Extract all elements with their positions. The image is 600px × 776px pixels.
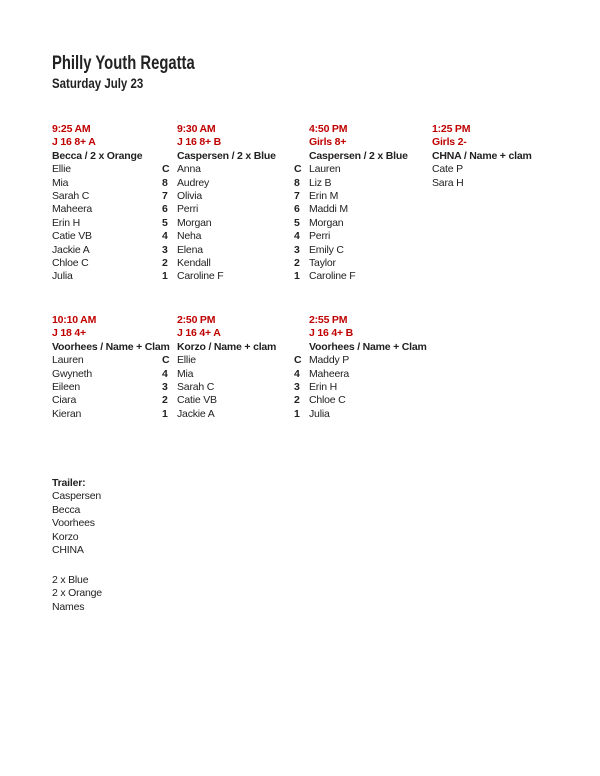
equipment-item: Names [52, 600, 85, 613]
crew-name: Lauren [309, 163, 341, 176]
equipment-item: 2 x Orange [52, 587, 102, 600]
crew-name: Taylor [309, 257, 336, 270]
race-block [52, 314, 170, 421]
trailer-item: Voorhees [52, 517, 95, 530]
crew-seat-label: 8 [162, 176, 168, 189]
crew-seat-label: C [162, 354, 170, 367]
crew-name: Audrey [177, 176, 210, 189]
crew-seat-label: 1 [162, 270, 168, 283]
race-time: 9:30 AM [177, 123, 216, 135]
race-time: 2:50 PM [177, 314, 216, 326]
crew-row [162, 244, 276, 257]
crew-name: Sarah C [52, 190, 90, 203]
race-boat: CHNA / Name + clam [432, 149, 532, 162]
crew-name: Emily C [309, 243, 344, 256]
crew-seat-label: 2 [162, 394, 168, 407]
crew-row [52, 244, 142, 257]
crew-row [162, 203, 276, 216]
race-block [52, 123, 142, 284]
crew-name: Kendall [177, 257, 211, 270]
race-time: 1:25 PM [432, 123, 471, 135]
crew-seat-label: C [162, 163, 170, 176]
crew-row [52, 354, 170, 367]
trailer-list [52, 490, 101, 557]
trailer-item: Korzo [52, 530, 79, 543]
crew-name: Caroline F [177, 270, 224, 283]
equipment-item: 2 x Blue [52, 574, 89, 586]
crew-row [52, 230, 142, 243]
crew-seat-label: 4 [162, 230, 168, 243]
race-event: J 16 4+ B [309, 327, 354, 340]
race-block [162, 314, 276, 421]
crew-row [294, 177, 408, 190]
crew-name: Perri [177, 203, 199, 216]
crew-row [294, 270, 408, 283]
trailer-item: Becca [52, 503, 81, 516]
page-date: Saturday July 23 [52, 75, 144, 91]
race-event: J 18 4+ [52, 327, 86, 340]
crew-seat-label: 7 [294, 190, 300, 203]
crew-name: Ellie [177, 354, 196, 367]
race-boat: Voorhees / Name + Clam [52, 340, 170, 353]
crew-seat-label: 4 [294, 230, 300, 243]
crew-seat-label: 4 [294, 367, 300, 380]
crew-name: Maheera [52, 203, 93, 216]
crew-row [162, 257, 276, 270]
crew-row [294, 381, 427, 394]
crew-name: Kieran [52, 407, 82, 420]
crew-seat-label: C [294, 354, 302, 367]
crew-row [162, 163, 276, 176]
crew-name: Ciara [52, 394, 77, 407]
crew-seat-label: 1 [294, 407, 300, 420]
crew-row [162, 408, 276, 421]
page-title: Philly Youth Regatta [52, 53, 195, 74]
race-boat: Caspersen / 2 x Blue [309, 149, 408, 162]
crew-seat-label: 3 [162, 381, 168, 394]
crew-name: Liz B [309, 176, 332, 189]
crew-row [294, 217, 408, 230]
crew-name: Lauren [52, 354, 84, 367]
crew-name: Erin H [52, 216, 80, 229]
race-event: J 16 8+ A [52, 136, 96, 149]
crew-name: Catie VB [177, 394, 217, 407]
crew-name: Julia [52, 270, 73, 283]
crew-name: Catie VB [52, 230, 92, 243]
crew-name: Morgan [309, 216, 344, 229]
crew-name: Olivia [177, 190, 203, 203]
race-event: J 16 4+ A [177, 327, 221, 340]
crew-name: Chloe C [52, 257, 89, 270]
crew-name: Anna [177, 163, 201, 176]
race-boat: Korzo / Name + clam [177, 340, 277, 353]
crew-row [52, 408, 170, 421]
crew-seat-label: 2 [294, 394, 300, 407]
crew-row [52, 163, 142, 176]
crew-row [162, 230, 276, 243]
crew-row [162, 354, 276, 367]
crew-seat-label: 3 [162, 243, 168, 256]
crew-row [52, 368, 170, 381]
race-time: 4:50 PM [309, 123, 348, 135]
crew-name: Maheera [309, 367, 350, 380]
crew-name: Elena [177, 243, 203, 256]
crew-row [432, 177, 532, 190]
race-boat: Caspersen / 2 x Blue [177, 149, 276, 162]
crew-row [162, 270, 276, 283]
race-time: 9:25 AM [52, 123, 91, 135]
crew-row [432, 163, 532, 176]
crew-row [294, 368, 427, 381]
crew-name: Cate P [432, 163, 463, 176]
crew-row [162, 190, 276, 203]
equipment-section [52, 574, 102, 614]
crew-name: Neha [177, 230, 202, 243]
crew-row [162, 177, 276, 190]
crew-name: Maddi M [309, 203, 348, 216]
crew-row [52, 381, 170, 394]
crew-row [162, 381, 276, 394]
crew-name: Caroline F [309, 270, 356, 283]
crew-name: Jackie A [177, 407, 215, 420]
crew-name: Jackie A [52, 243, 90, 256]
crew-name: Gwyneth [52, 367, 93, 380]
crew-row [52, 257, 142, 270]
crew-row [294, 244, 408, 257]
crew-seat-label: C [294, 163, 302, 176]
crew-seat-label: 2 [162, 257, 168, 270]
crew-seat-label: 7 [162, 190, 168, 203]
race-event: Girls 8+ [309, 136, 347, 149]
race-time: 10:10 AM [52, 314, 97, 326]
crew-row [52, 177, 142, 190]
crew-seat-label: 1 [162, 407, 168, 420]
crew-row [52, 217, 142, 230]
trailer-section [52, 477, 101, 557]
crew-seat-label: 6 [294, 203, 300, 216]
crew-row [294, 354, 427, 367]
crew-row [294, 408, 427, 421]
crew-row [294, 190, 408, 203]
crew-seat-label: 2 [294, 257, 300, 270]
crew-row [52, 190, 142, 203]
crew-name: Erin H [309, 381, 337, 394]
crew-row [52, 394, 170, 407]
crew-row [294, 257, 408, 270]
crew-row [52, 270, 142, 283]
trailer-item: CHINA [52, 544, 84, 557]
race-event: J 16 8+ B [177, 136, 222, 149]
crew-name: Morgan [177, 216, 212, 229]
race-boat: Becca / 2 x Orange [52, 149, 143, 162]
crew-seat-label: 5 [294, 216, 300, 229]
crew-name: Perri [309, 230, 331, 243]
crew-name: Mia [177, 367, 194, 380]
race-boat: Voorhees / Name + Clam [309, 340, 427, 353]
race-time: 2:55 PM [309, 314, 348, 326]
crew-name: Eileen [52, 381, 80, 394]
race-block [294, 314, 427, 421]
race-event: Girls 2- [432, 136, 467, 149]
crew-seat-label: 3 [294, 381, 300, 394]
trailer-heading: Trailer: [52, 477, 86, 489]
crew-row [294, 203, 408, 216]
crew-name: Maddy P [309, 354, 350, 367]
crew-row [294, 230, 408, 243]
crew-seat-label: 6 [162, 203, 168, 216]
race-block [432, 123, 532, 190]
crew-row [162, 368, 276, 381]
crew-row [294, 394, 427, 407]
race-block [162, 123, 276, 284]
crew-row [162, 394, 276, 407]
crew-seat-label: 4 [162, 367, 168, 380]
crew-row [52, 203, 142, 216]
crew-name: Ellie [52, 163, 71, 176]
crew-name: Mia [52, 176, 69, 189]
crew-name: Julia [309, 407, 330, 420]
crew-row [162, 217, 276, 230]
crew-name: Chloe C [309, 394, 346, 407]
crew-name: Sarah C [177, 381, 215, 394]
crew-seat-label: 3 [294, 243, 300, 256]
race-block [294, 123, 408, 284]
crew-seat-label: 1 [294, 270, 300, 283]
crew-name: Sara H [432, 176, 464, 189]
crew-seat-label: 5 [162, 216, 168, 229]
crew-row [294, 163, 408, 176]
trailer-item: Caspersen [52, 490, 101, 503]
crew-name: Erin M [309, 190, 339, 203]
crew-seat-label: 8 [294, 176, 300, 189]
